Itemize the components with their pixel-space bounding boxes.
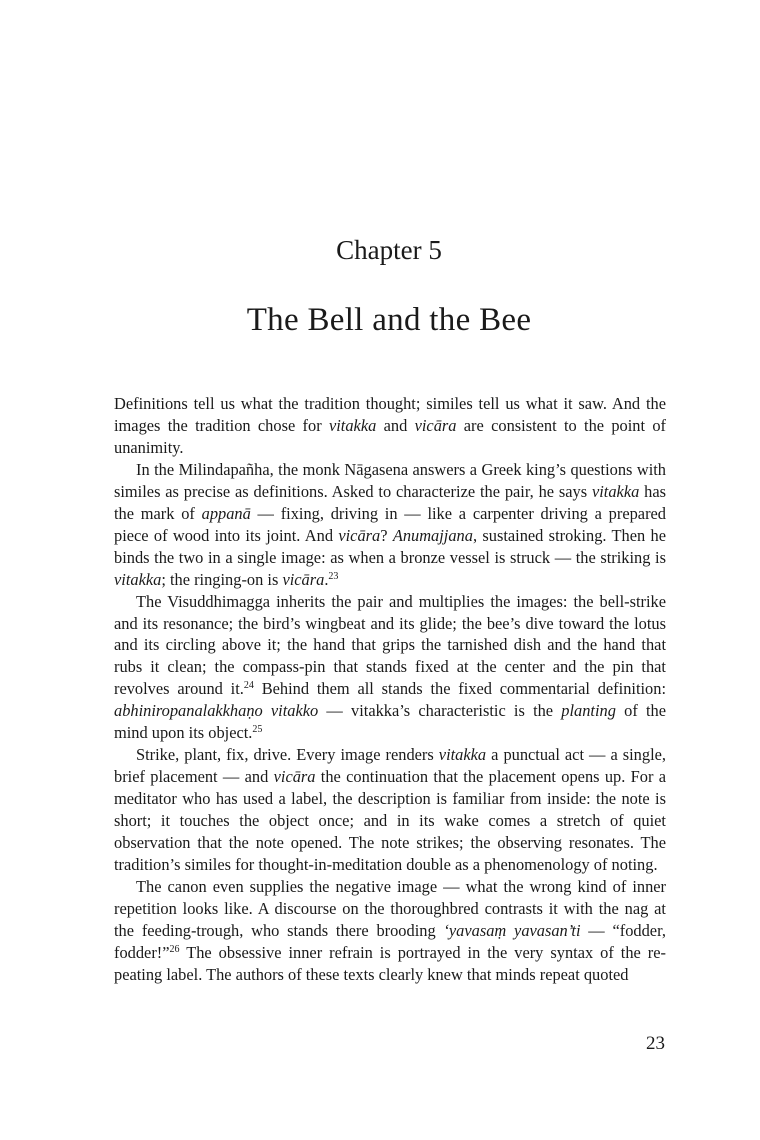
italic-term: planting: [561, 701, 616, 721]
italic-term: vitakka: [438, 745, 487, 765]
text-run: and: [376, 415, 415, 435]
italic-term: Anumajjana: [392, 525, 473, 545]
italic-term: appanā: [201, 503, 251, 523]
text-run: ; the ringing-on is: [161, 569, 283, 589]
italic-term: vicāra: [414, 415, 457, 435]
text-run: ?: [380, 525, 393, 545]
text-run: the continuation that the placement opens up. For a meditator who has used a label, the description is familiar from inside: the note is short; it touches the object once; and in its wake comes a stretch of quiet observation that the note opened. The note strikes; the observing resonates. The tradition’s similes for thought-in-meditation double as a phenomenology of noting.: [114, 767, 666, 875]
paragraph: [114, 744, 666, 876]
paragraph: [114, 591, 666, 745]
footnote-marker: 25: [252, 724, 263, 736]
italic-term: abhiniropanalakkhaṇo vitakko: [114, 701, 319, 721]
text-run: In the Milindapañha, the monk Nāgasena answers a Greek king’s questions with similes as precise as definitions. Asked to characterize the pair, he says: [114, 459, 666, 501]
text-run: — vitakka’s characteristic is the: [318, 701, 562, 721]
italic-term: ‘yavasaṃ yavasan’ti: [443, 920, 581, 940]
text-run: Behind them all stands the fixed commentarial definition:: [253, 679, 666, 699]
text-run: .: [324, 569, 329, 589]
italic-term: vicāra: [338, 525, 381, 545]
text-run: — “fodder, fodder!”: [114, 920, 666, 962]
chapter-number: Chapter 5: [336, 235, 442, 265]
paragraph: [114, 393, 666, 459]
text-run: The canon even supplies the negative image — what the wrong kind of inner repetition looks like. A discourse on the thoroughbred contrasts it with the nag at the feeding-trough, who stands there brooding: [114, 876, 666, 940]
footnote-marker: 24: [243, 680, 254, 692]
page-number: 23: [646, 1033, 665, 1054]
italic-term: vitakka: [591, 481, 640, 501]
text-run: The Visuddhimagga inherits the pair and multiplies the images: the bell-strike and its resonance; the bird’s wingbeat and its glide; the bee’s dive toward the lotus and its circling above it; the hand that grips the tarnished dish and the hand that rubs it clean; the compass-pin that stands fixed at the center and the pin that revolves around it.: [114, 591, 666, 699]
text-run: Strike, plant, fix, drive. Every image renders: [136, 745, 439, 765]
italic-term: vicāra: [273, 767, 316, 787]
text-run: , sustained stroking. Then he binds the two in a single image: as when a bronze vessel is struck — the striking is: [114, 525, 666, 567]
text-run: are consistent to the point of unanimity.: [114, 415, 666, 457]
footnote-marker: 26: [169, 943, 180, 955]
text-run: The obsessive inner refrain is portrayed in the very syntax of the repeating label. The authors of these texts clearly knew that minds repeat quoted: [114, 942, 666, 984]
text-run: has the mark of: [114, 481, 666, 523]
paragraph: [114, 876, 666, 986]
italic-term: vicāra: [282, 569, 325, 589]
text-run: a punctual act — a single, brief placement — and: [114, 745, 666, 787]
chapter-title: The Bell and the Bee: [246, 302, 532, 338]
footnote-marker: 23: [328, 570, 339, 582]
paragraph: [114, 459, 666, 591]
italic-term: vitakka: [328, 415, 377, 435]
text-run: of the mind upon its object.: [114, 701, 667, 743]
text-run: — fixing, driving in — like a carpenter driving a prepared piece of wood into its joint. And: [114, 503, 666, 545]
italic-term: vitakka: [114, 569, 162, 589]
body-text: [114, 393, 666, 986]
text-run: Definitions tell us what the tradition thought; similes tell us what it saw. And the images the tradition chose for: [114, 394, 666, 435]
